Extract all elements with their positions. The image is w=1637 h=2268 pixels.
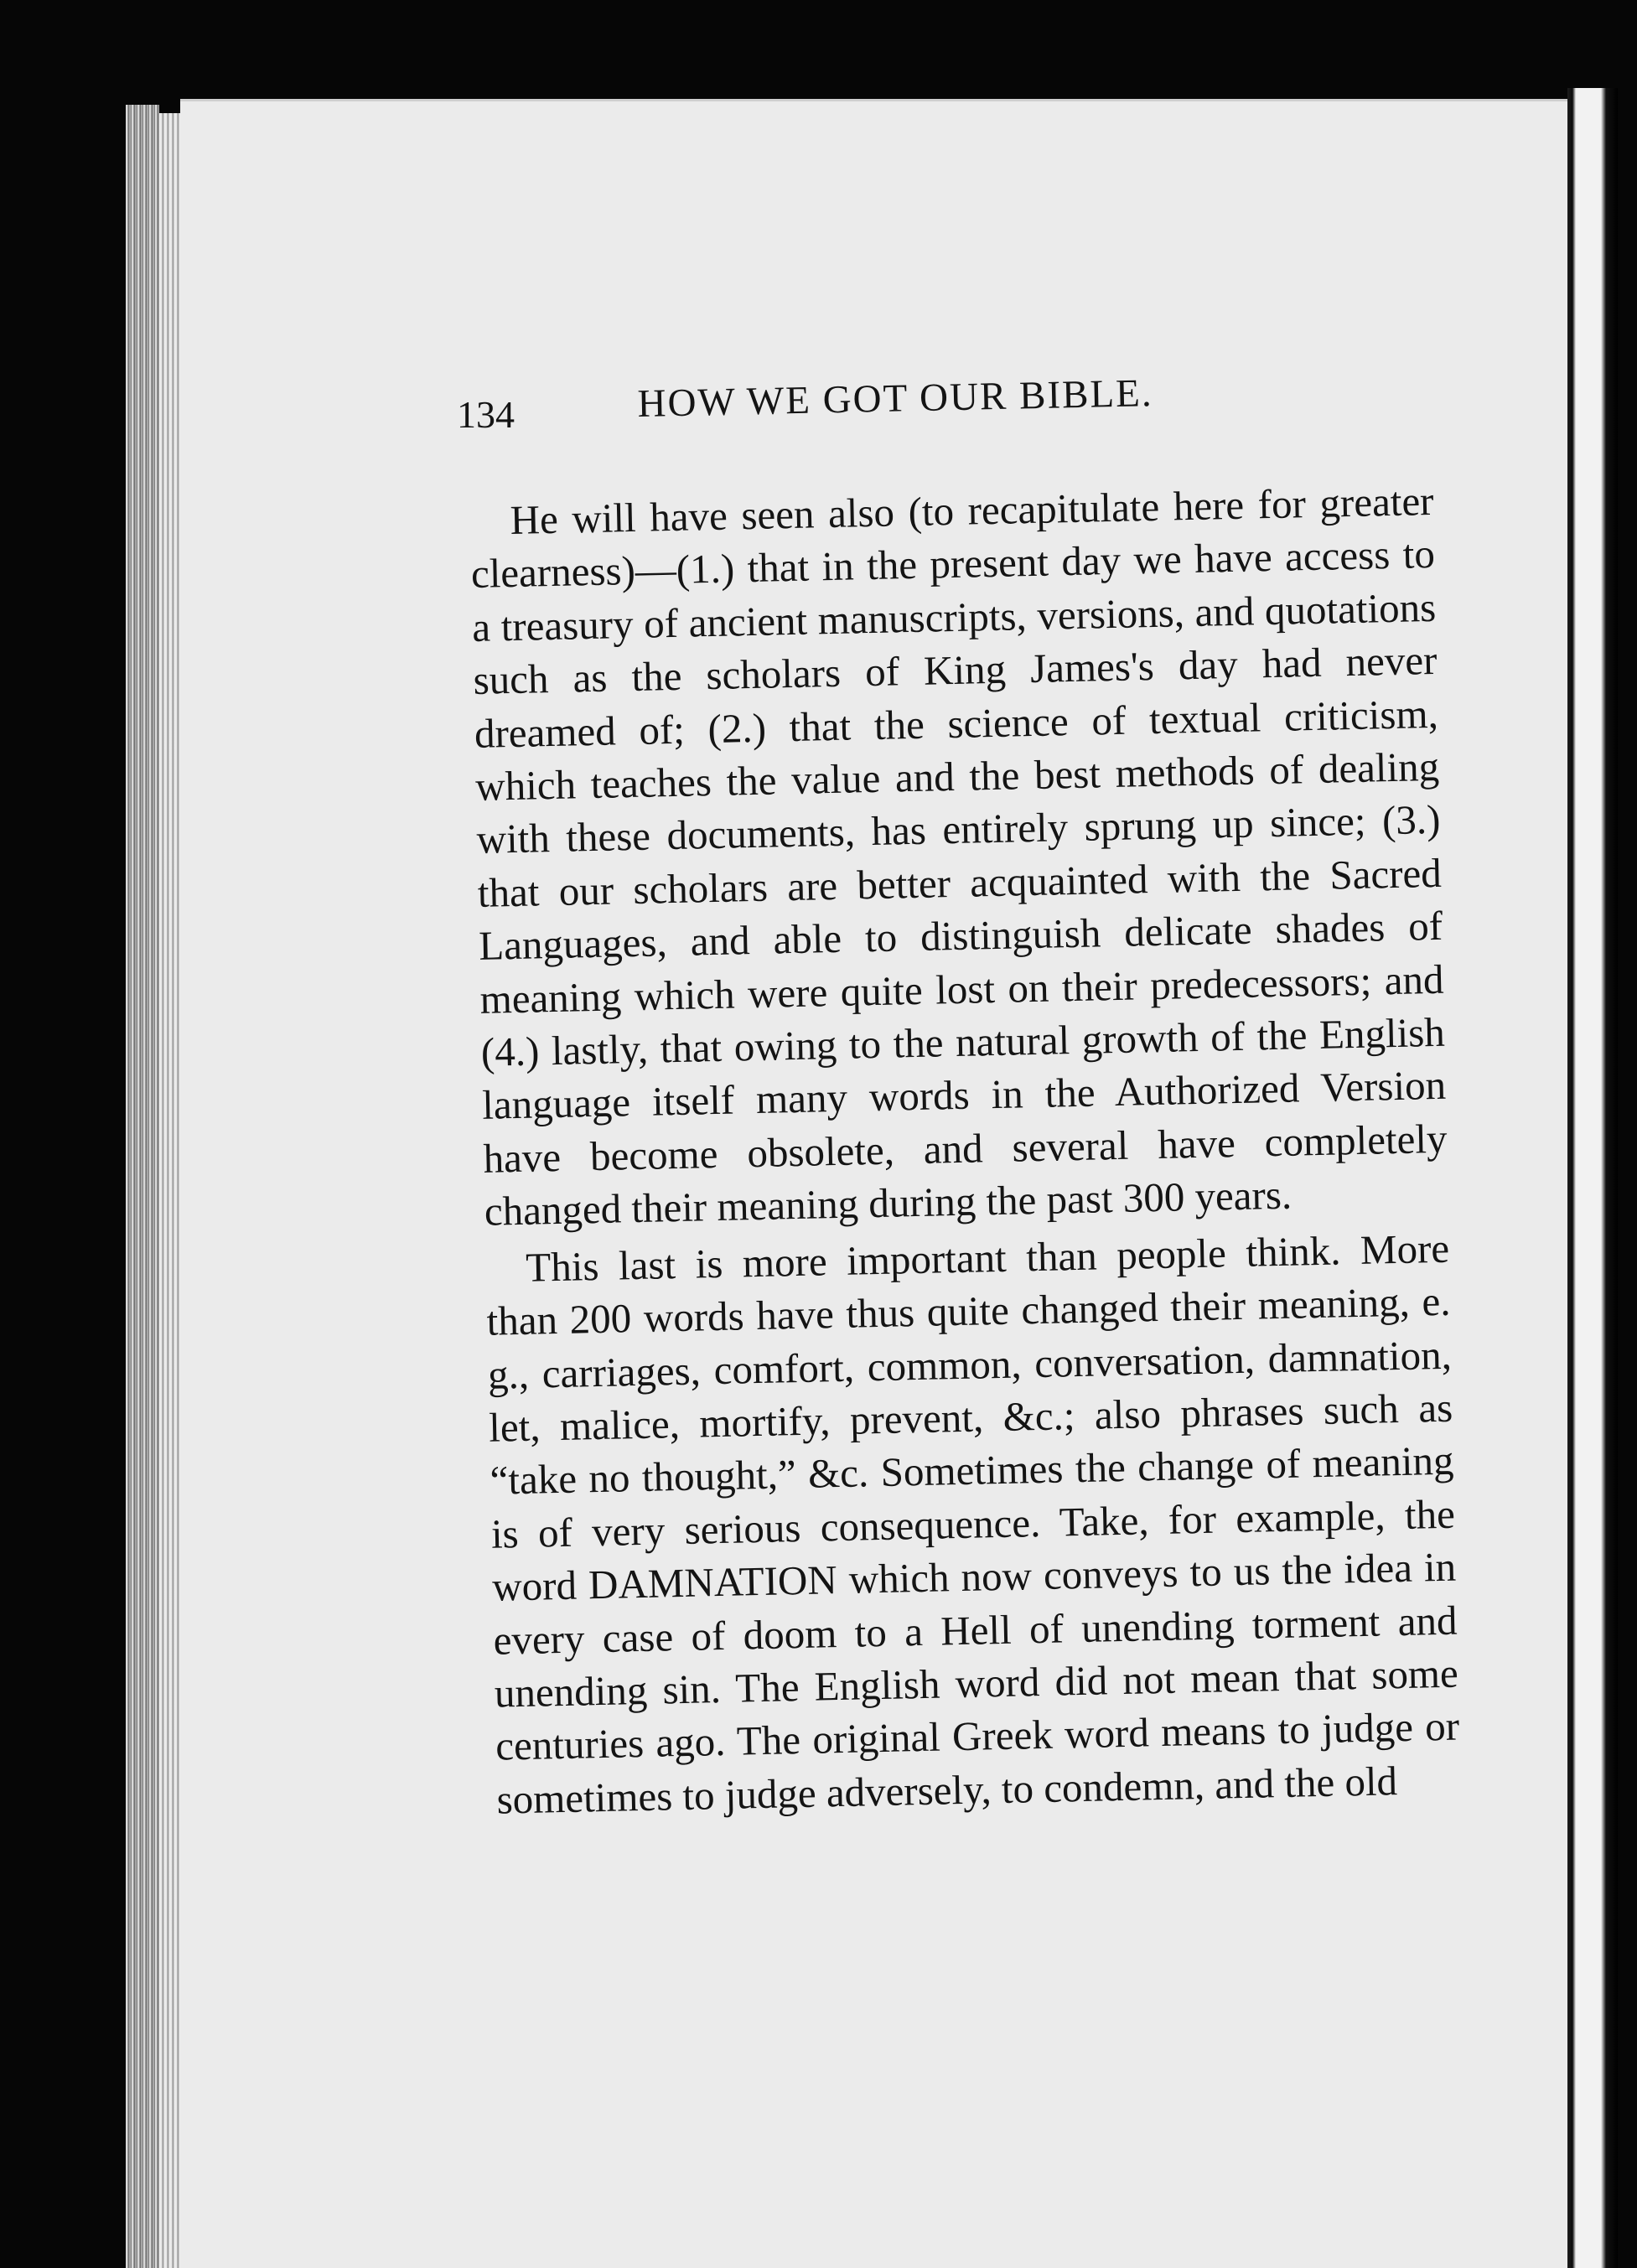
running-title: HOW WE GOT OUR BIBLE. bbox=[637, 371, 1154, 426]
paragraph: This last is more important than people think. More than 200 words have thus quite changed their meaning, e. g., carriages, comfort, common, conversation, damnation, let, malice, mortify, prevent, &c.; also phrases such as “take no thought,” &c. Sometimes the change of meaning is of very serious consequence. Take, for example, the word DAMNATION which now conveys to us the idea in every case of doom to a Hell of unending torment and unending sin. The English word did not mean that some centuries ago. The original Greek word means to judge or sometimes to judge adversely, to condemn, and the old bbox=[486, 1225, 1460, 1823]
page-number: 134 bbox=[457, 393, 515, 436]
paragraph: He will have seen also (to recapitulate here for greater clearness)—(1.) that in the present day we have access to a treasury of ancient manuscripts, versions, and quotations such as the scholars of King James's day had never dreamed of; (2.) that the science of textual criticism, which teaches the value and the best methods of dealing with these documents, has entirely sprung up since; (3.) that our scholars are better acquainted with the Sacred Languages, and able to distinguish delicate shades of meaning which were quite lost on their predecessors; and (4.) lastly, that owing to the natural growth of the English language itself many words in the Authorized Version have become obsolete, and several have completely changed their meaning during the past 300 years. bbox=[470, 477, 1448, 1235]
body-text bbox=[469, 474, 1461, 1826]
facing-page-edge bbox=[1567, 88, 1618, 2268]
page-stack-edge bbox=[126, 105, 159, 2268]
